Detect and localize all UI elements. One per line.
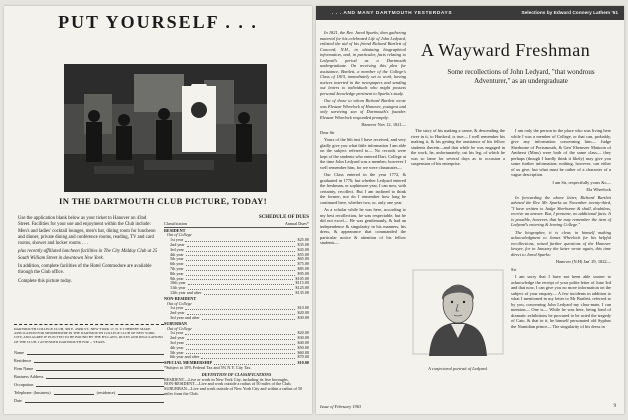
dues-row-amount: $35.00 xyxy=(297,241,309,247)
promo-paragraph: Complete this picture today. xyxy=(18,278,73,284)
letter-paragraph: Yours of the 6th inst I have received, and very gladly give you what little information I am able on the subject referred to— No records were kept of the students who entered Dart. College at the time John Ledyard was a member; however I well remember him, for we were classmates— xyxy=(320,137,406,170)
dues-row-label: 5th year xyxy=(170,256,184,262)
dues-row-amount: $95.00 xyxy=(297,270,309,276)
dues-row-label: 2nd year xyxy=(170,335,185,341)
definition-item: SUBURBAN—Live and work outside of New York City and within a radius of 50 miles from the Club. xyxy=(164,386,303,396)
letter-dateline: Hanover Nov 12, 1821— xyxy=(361,122,406,127)
occupation-field-label: Occupation xyxy=(14,381,34,387)
dues-row-label: 6th year and after xyxy=(170,354,200,360)
dues-group-subname: Out of College xyxy=(167,232,192,238)
promo-text xyxy=(18,216,158,287)
dues-group-name: RESIDENT xyxy=(164,227,186,233)
dues-row-label: 3rd year xyxy=(170,246,184,252)
intro-column xyxy=(320,30,406,400)
special-membership-label: SPECIAL MEMBERSHIP xyxy=(164,360,213,366)
dues-row-amount: $45.00 xyxy=(297,246,309,252)
dues-header xyxy=(164,222,309,228)
telephone-business-label: Telephone: (business) xyxy=(14,389,51,395)
residence-field-label: Residence xyxy=(14,357,32,363)
definitions-title: DEFINITION OF CLASSIFICATIONS xyxy=(201,371,272,377)
dues-row-amount: $20.00 xyxy=(297,310,309,316)
middle-column xyxy=(411,128,505,169)
promo-paragraph: In addition, complete facilities of the Hotel Commodore are available through the Club office. xyxy=(18,264,152,276)
dues-title: SCHEDULE OF DUES xyxy=(258,215,309,220)
article-title: A Wayward Freshman xyxy=(421,40,591,60)
application-form xyxy=(14,324,164,410)
page-number: 9 xyxy=(613,404,616,409)
telephone-field[interactable] xyxy=(14,387,164,395)
firm-name-field[interactable] xyxy=(14,363,164,371)
business-address-field-label: Business Address xyxy=(14,373,44,379)
letter-salutation: Dear Sir xyxy=(320,129,335,135)
intro-paragraph: Out of those to whom Richard Bartlett wrote was Eleazar Wheelock of Hanover, youngest and only surviving son of Dartmouth's founder. Eleazar Wheelock responded promptly: xyxy=(320,98,406,120)
dues-row-label: 4th year xyxy=(170,344,184,350)
letter-paragraph: I am only the person in the place who was living here while I was a member of College, or that can, probably, give any information concerning him— Judge Sherburne of Portsmouth, & Gen' Ebenezer Mattoon of Amherst (Mass) were both of the same class— they perhaps (though I hardly think it likely) may give you some further information; nothing, however, can either of us give, but what must be rather of a character of a vague description. xyxy=(511,128,611,177)
dues-schedule xyxy=(164,216,309,397)
firm-name-field-label: Firm Name xyxy=(14,365,34,371)
running-head xyxy=(316,6,624,20)
dues-row-amount: $55.00 xyxy=(297,251,309,257)
dues-row-amount: $125.00 xyxy=(295,285,309,291)
telephone-residence-label: (residence) xyxy=(96,389,116,395)
running-head-credit: Selections by Edward Connery Lathem '51 xyxy=(521,11,618,16)
running-head-title: . . . AND MANY DARTMOUTH YESTERDAYS xyxy=(332,11,453,16)
special-membership-amount: $10.00 xyxy=(297,360,309,366)
dues-row-label: 6th year xyxy=(170,261,184,267)
dues-col-classification: Classification xyxy=(164,220,188,226)
dues-row-label: 8th year xyxy=(170,270,184,276)
dues-row-label: 5th year xyxy=(170,349,184,355)
definition-item: RESIDENT—Live or work in New York City, including its five boroughs. xyxy=(164,376,289,382)
occupation-field[interactable] xyxy=(14,379,164,387)
intro-paragraph: In forwarding the above letter, Richard Bartlett advised the Rev. Mr. Sparks on November twenty-third, "I have written to Judge Sherburne & shall, doubtless, receive an answer. But, I presume, no additional facts. It is possible, however, that he may remember the item of Ledyard's entering & leaving College." xyxy=(511,194,611,227)
letter-signer: Ela Wheelock xyxy=(586,187,611,192)
letter-close: I am Sir, respectfully yours &c— xyxy=(552,179,611,185)
letter-paragraph: The story of his making a canoe, & descending the river in it, to Hartford, is true— I well remember his making it, & his getting the assistance of his fellow students therein—and that while he was engaged in the work, he, unfortunately, cut his leg, of which he was so lame for several days as to occasion a suspension of his enterprise. xyxy=(411,128,505,166)
dues-group-subname: Out of College xyxy=(167,300,192,306)
dues-row-label: 9th year xyxy=(170,275,184,281)
dues-row-amount: $135.00 xyxy=(295,289,309,295)
dues-row-label: 1st year xyxy=(170,305,184,311)
tax-footnote: *Subject to 10% Federal Tax and 5% N.Y. City Tax. xyxy=(164,364,252,370)
dues-row-amount: $70.00 xyxy=(297,354,309,360)
definitions xyxy=(164,373,309,397)
date-field-label: Date xyxy=(14,397,22,403)
dues-group-name: NON-RESIDENT xyxy=(164,295,197,301)
dues-row-amount: $30.00 xyxy=(297,335,309,341)
right-column xyxy=(511,128,611,331)
promo-paragraph: plus recently affiliated luncheon facilities in The City Midday Club at 25 South William Street in downtown New York. xyxy=(18,249,158,261)
letter-dateline: Hanover (N.H) Jan' 29, 1822— xyxy=(555,259,611,264)
name-field[interactable] xyxy=(14,347,164,355)
dues-row-label: 11th year xyxy=(170,285,186,291)
issue-label: Issue of February 1963 xyxy=(320,404,362,409)
dues-group-subname: Out of College xyxy=(167,325,192,331)
business-address-field[interactable] xyxy=(14,371,164,379)
dues-row xyxy=(164,316,309,321)
application-text: DARTMOUTH COLLEGE CLUB, 309 E. 43RD ST., NEW YORK 17, N. Y. I HEREBY MAKE APPLICATION FOR MEMBERSHIP IN THE DARTMOUTH COLLEGE CLUB OF NEW YORK CITY, AND AGREE IF ELECTED TO BE BOUND BY THE BY-LAWS, RULES AND REGULATIONS OF THE CLUB. I ATTENDED DARTMOUTH FOR ... YEARS. xyxy=(14,327,164,344)
dues-row-amount: $10.00 xyxy=(297,305,309,311)
dues-row-amount: $60.00 xyxy=(297,349,309,355)
dues-row-label: 3rd year xyxy=(170,339,184,345)
letter-paragraph: Our Class entered in the year 1772, & graduated in 1776; but whether Ledyard entered the freshman, or sophimore year, I can now, with certainty, recollect. But I am inclined to think the former; nor do I remember how long he continued here, whether two, or, only one year. xyxy=(320,172,406,205)
dues-row-label: 12th year and after xyxy=(170,289,202,295)
ledyard-portrait xyxy=(411,268,505,356)
intro-paragraph: In 1821, the Rev. Jared Sparks, then gathering material for his celebrated Life of John Ledyard, enlisted the aid of his friend Richard Bartlett of Concord, N.H., in obtaining biographical information, and, in particular, facts relating to Ledyard's period as a Dartmouth undergraduate. On receiving this plea for assistance, Bartlett, a member of the College's Class of 1815, immediately set to work, having notices inserted in the newspapers and sending out letters to individuals who might possess personal knowledge pertinent to Sparks's study. xyxy=(320,30,406,96)
dues-row-label: 10th year xyxy=(170,280,186,286)
dues-row-amount: $85.00 xyxy=(297,265,309,271)
article-subtitle: Some recollections of John Ledyard, "that wondrous Adventurer," as an undergraduate xyxy=(447,68,595,85)
name-field-label: Name xyxy=(14,349,24,355)
dues-row-amount: $50.00 xyxy=(297,344,309,350)
dues-row-amount: $65.00 xyxy=(297,256,309,262)
portrait-caption: A conjectural portrait of Ledyard. xyxy=(428,366,488,371)
dues-row-label: 2nd year xyxy=(170,241,185,247)
dues-row-amount: $75.00 xyxy=(297,261,309,267)
date-field[interactable] xyxy=(14,395,164,403)
dues-row-amount: $105.00 xyxy=(295,275,309,281)
letter-paragraph: I am sorry that I have not been able sooner to acknowledge the receipt of your polite letter of June 3rd and that now, I can give you no more information on the subject of your enquiry— A few incidents in addition to what I mentioned in my letter to Mr Bartlett, referred to by you, concerning John Ledyard my class-mate, I can mention— One is— While he was here, being fond of dramatic exhibitions he procured to be acted the tragedy of Cato, & that in it, he himself personated old Syphax the Numidian prince— The singularity of his dress in xyxy=(511,274,611,329)
dues-row-label: 4th year xyxy=(170,251,184,257)
dues-row-label: 2nd year xyxy=(170,310,185,316)
dues-groups xyxy=(164,229,309,361)
letter-salutation: Sir xyxy=(511,266,517,272)
dues-row-amount: $115.00 xyxy=(295,280,309,286)
club-interior-photo xyxy=(64,64,267,192)
dues-row-amount: $40.00 xyxy=(297,339,309,345)
intro-paragraph: The biographer, it is clear, in himself making acknowledgment to James Wheelock for his helpful recollections, raised further questions of the Hanover lawyer, for in January the latter wrote again, this time direct to Jared Sparks: xyxy=(511,229,611,257)
dues-row-amount: $20.00 xyxy=(297,330,309,336)
letter-paragraph: As a scholar while he was here, according to my best recollection, he was respectable, but he did not excel— He was gentlemanly, & had an independence & singularity in his manners, his dress, & appearance that commanded the particular notice & attention of his fellow students— xyxy=(320,207,406,245)
right-page xyxy=(316,6,624,414)
dues-row-amount: $25.00 xyxy=(297,237,309,243)
dues-group-name: SUBURBAN xyxy=(164,320,188,326)
dues-row-label: 1st year xyxy=(170,237,184,243)
dues-col-annual: Annual Dues* xyxy=(284,220,309,226)
definition-item: NON-RESIDENT—Live and work outside a radius of 50 miles of the Club. xyxy=(164,381,292,387)
dues-row-label: 1st year xyxy=(170,330,184,336)
dues-row-label: 7th year xyxy=(170,265,184,271)
cut-line xyxy=(14,324,164,325)
dues-row-amount: $30.00 xyxy=(297,314,309,320)
left-page xyxy=(4,6,312,414)
advert-title: PUT YOURSELF . . . xyxy=(58,12,258,32)
photo-caption: IN THE DARTMOUTH CLUB PICTURE, TODAY! xyxy=(59,196,268,206)
dues-row-label: 3rd year and after xyxy=(170,314,200,320)
residence-field[interactable] xyxy=(14,355,164,363)
promo-paragraph: Use the application blank below as your ticket to Hanover on 43nd Street. Facilities for your use and enjoyment within the Club include: Men's and ladies' cocktail lounges, men's bar, dining room for luncheon and dinner, private dining and conference rooms, reading, TV and card rooms, shower and locker rooms . . . xyxy=(18,216,156,247)
